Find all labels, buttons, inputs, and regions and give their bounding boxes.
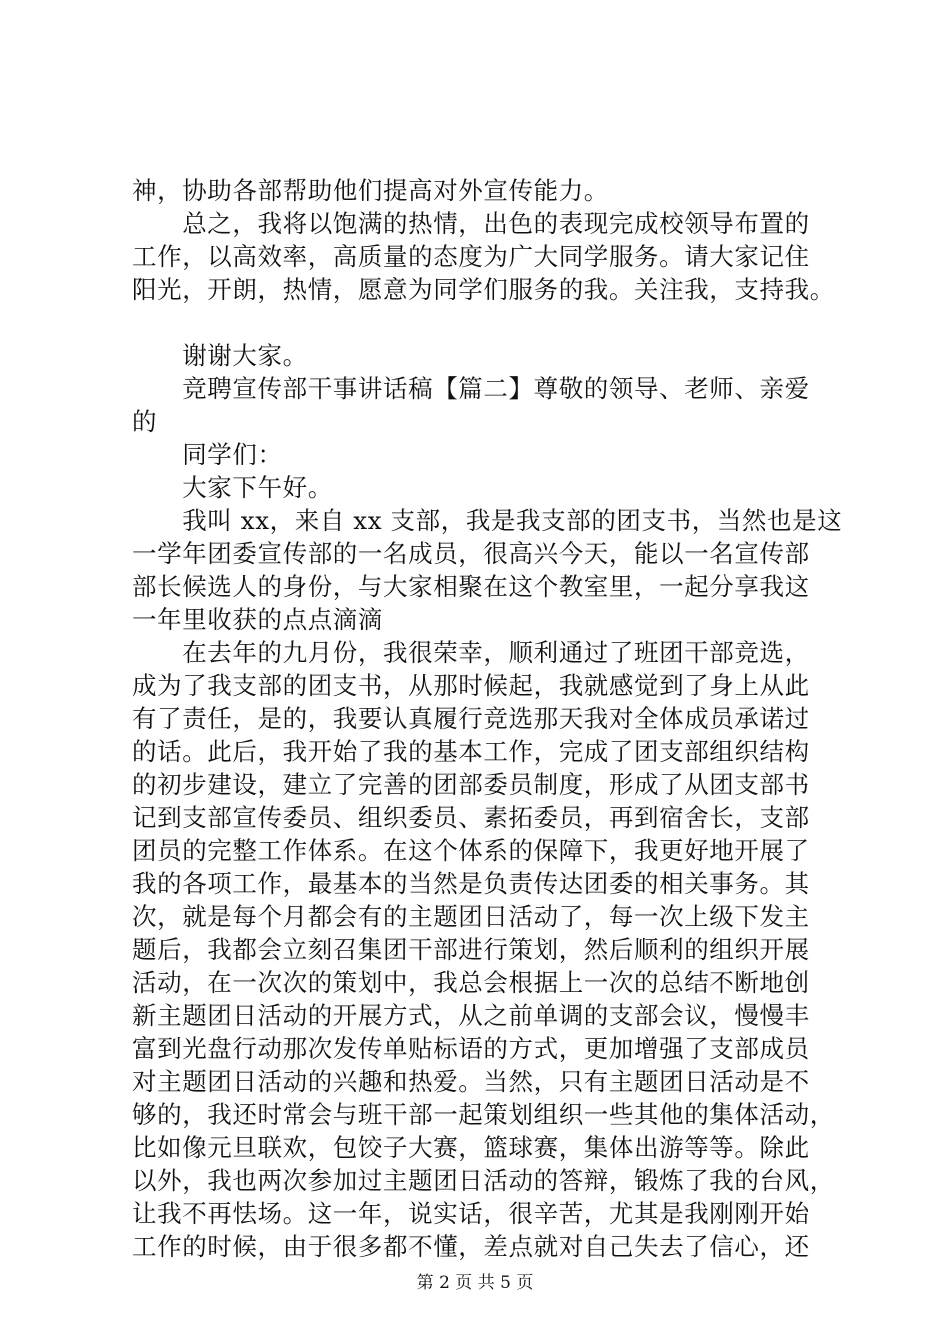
text-line: 部长候选人的身份，与大家相聚在这个教室里，一起分享我这 (132, 572, 810, 601)
text-line: 的初步建设，建立了完善的团部委员制度，形成了从团支部书 (132, 770, 810, 799)
text-line: 神，协助各部帮助他们提高对外宣传能力。 (132, 176, 609, 205)
text-line: 一年里收获的点点滴滴 (132, 605, 383, 634)
text-line: 次，就是每个月都会有的主题团日活动了，每一次上级下发主 (132, 902, 810, 931)
text-line: 团员的完整工作体系。在这个体系的保障下，我更好地开展了 (132, 836, 810, 865)
document-body (132, 174, 862, 1263)
text-line: 阳光，开朗，热情，愿意为同学们服务的我。关注我，支持我。 (132, 275, 835, 304)
text-line: 的话。此后，我开始了我的基本工作，完成了团支部组织结构 (132, 737, 810, 766)
text-line: 总之，我将以饱满的热情，出色的表现完成校领导布置的 (132, 209, 810, 238)
text-line: 我叫 xx，来自 xx 支部，我是我支部的团支书，当然也是这 (132, 506, 843, 535)
text-line: 我的各项工作，最基本的当然是负责传达团委的相关事务。其 (132, 869, 810, 898)
text-line: 比如像元旦联欢，包饺子大赛，篮球赛，集体出游等等。除此 (132, 1133, 810, 1162)
text-line: 有了责任，是的，我要认真履行竞选那天我对全体成员承诺过 (132, 704, 810, 733)
text-line: 富到光盘行动那次发传单贴标语的方式，更加增强了支部成员 (132, 1034, 810, 1063)
text-line: 够的，我还时常会与班干部一起策划组织一些其他的集体活动， (132, 1100, 835, 1129)
text-line: 竞聘宣传部干事讲话稿【篇二】尊敬的领导、老师、亲爱 (132, 374, 810, 403)
text-line: 题后，我都会立刻召集团干部进行策划，然后顺利的组织开展 (132, 935, 810, 964)
text-line: 新主题团日活动的开展方式，从之前单调的支部会议，慢慢丰 (132, 1001, 810, 1030)
text-line: 谢谢大家。 (132, 341, 308, 370)
text-line: 工作，以高效率，高质量的态度为广大同学服务。请大家记住 (132, 242, 810, 271)
text-line: 记到支部宣传委员、组织委员、素拓委员，再到宿舍长，支部 (132, 803, 810, 832)
text-line: 对主题团日活动的兴趣和热爱。当然，只有主题团日活动是不 (132, 1067, 810, 1096)
text-line: 成为了我支部的团支书，从那时候起，我就感觉到了身上从此 (132, 671, 810, 700)
text-line: 在去年的九月份，我很荣幸，顺利通过了班团干部竞选， (132, 638, 810, 667)
page-footer: 第 2 页 共 5 页 (416, 1273, 534, 1293)
text-line: 一学年团委宣传部的一名成员，很高兴今天，能以一名宣传部 (132, 539, 810, 568)
text-line: 以外，我也两次参加过主题团日活动的答辩，锻炼了我的台风， (132, 1166, 835, 1195)
text-line: 的 (132, 407, 158, 436)
text-line: 活动，在一次次的策划中，我总会根据上一次的总结不断地创 (132, 968, 810, 997)
text-line: 大家下午好。 (132, 473, 333, 502)
text-line: 同学们： (132, 440, 283, 469)
text-line: 让我不再怯场。这一年，说实话，很辛苦，尤其是我刚刚开始 (132, 1199, 810, 1228)
text-line: 工作的时候，由于很多都不懂，差点就对自己失去了信心，还 (132, 1232, 810, 1261)
blank-line (132, 306, 862, 339)
